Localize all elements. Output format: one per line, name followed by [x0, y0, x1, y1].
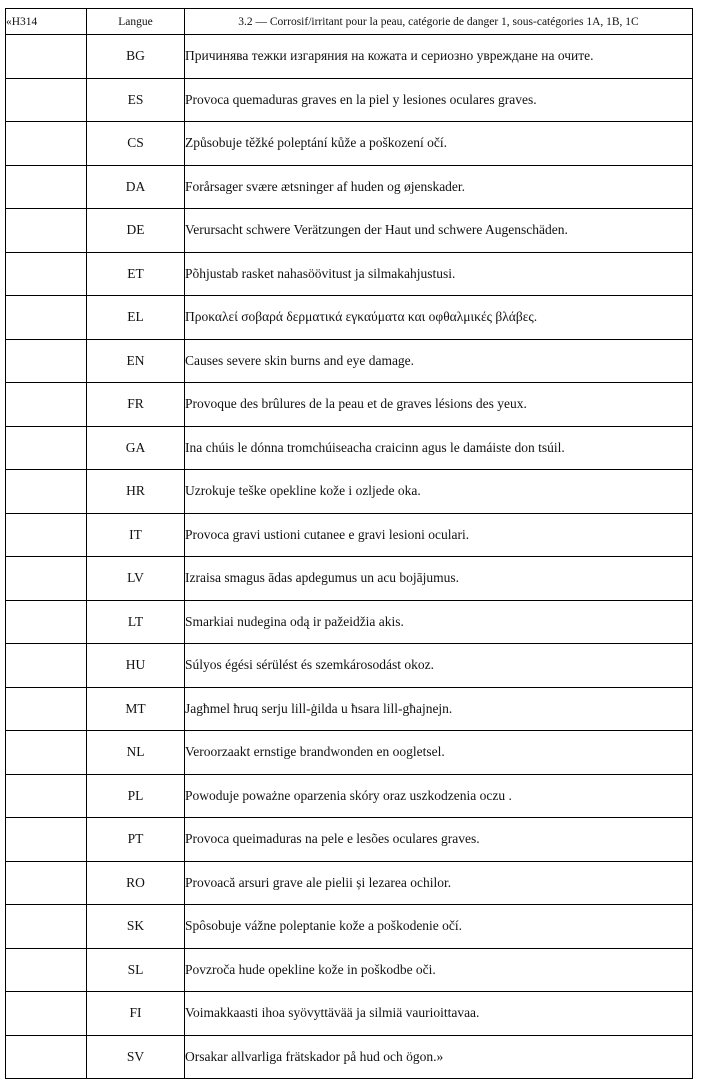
- hazard-code-cell: [6, 774, 87, 818]
- statement-text-cell: Powoduje poważne oparzenia skóry oraz uszkodzenia oczu .: [185, 774, 693, 818]
- table-body: [6, 35, 693, 1079]
- table-row: [6, 470, 693, 514]
- table-row: [6, 992, 693, 1036]
- language-code-cell: ET: [87, 252, 185, 296]
- language-code-cell: MT: [87, 687, 185, 731]
- hazard-code-cell: [6, 731, 87, 775]
- hazard-code-cell: [6, 426, 87, 470]
- statement-text-cell: Uzrokuje teške opekline kože i ozljede oka.: [185, 470, 693, 514]
- statement-text-cell: Povzroča hude opekline kože in poškodbe oči.: [185, 948, 693, 992]
- table-row: [6, 296, 693, 340]
- language-code-cell: DA: [87, 165, 185, 209]
- language-code-cell: RO: [87, 861, 185, 905]
- language-code-cell: NL: [87, 731, 185, 775]
- language-code-cell: PL: [87, 774, 185, 818]
- table-row: [6, 426, 693, 470]
- statement-text-cell: Jagħmel ħruq serju lill-ġilda u ħsara lill-għajnejn.: [185, 687, 693, 731]
- language-code-cell: EL: [87, 296, 185, 340]
- hazard-code-cell: [6, 600, 87, 644]
- table-row: [6, 818, 693, 862]
- language-code-cell: CS: [87, 122, 185, 166]
- table-row: [6, 78, 693, 122]
- table-row: [6, 644, 693, 688]
- statement-text-cell: Súlyos égési sérülést és szemkárosodást okoz.: [185, 644, 693, 688]
- hazard-code-cell: [6, 992, 87, 1036]
- hazard-code-cell: [6, 35, 87, 79]
- hazard-code-cell: [6, 513, 87, 557]
- statement-text-cell: Põhjustab rasket nahasöövitust ja silmakahjustusi.: [185, 252, 693, 296]
- statement-text-cell: Spôsobuje vážne poleptanie kože a poškodenie očí.: [185, 905, 693, 949]
- table-row: [6, 35, 693, 79]
- language-code-cell: LV: [87, 557, 185, 601]
- language-code-cell: HR: [87, 470, 185, 514]
- language-code-cell: DE: [87, 209, 185, 253]
- language-code-cell: EN: [87, 339, 185, 383]
- table-row: [6, 861, 693, 905]
- hazard-class-header: 3.2 — Corrosif/irritant pour la peau, catégorie de danger 1, sous-catégories 1A, 1B, 1C: [185, 9, 693, 35]
- language-code-cell: BG: [87, 35, 185, 79]
- hazard-code-cell: [6, 905, 87, 949]
- hazard-code-cell: [6, 296, 87, 340]
- language-column-header: Langue: [87, 9, 185, 35]
- hazard-code-cell: [6, 165, 87, 209]
- table-row: [6, 122, 693, 166]
- statement-text-cell: Provoca gravi ustioni cutanee e gravi lesioni oculari.: [185, 513, 693, 557]
- statement-text-cell: Προκαλεί σοβαρά δερματικά εγκαύματα και οφθαλμικές βλάβες.: [185, 296, 693, 340]
- hazard-code-cell: [6, 818, 87, 862]
- language-code-cell: IT: [87, 513, 185, 557]
- statement-text-cell: Причинява тежки изгаряния на кожата и сериозно увреждане на очите.: [185, 35, 693, 79]
- statement-text-cell: Veroorzaakt ernstige brandwonden en oogletsel.: [185, 731, 693, 775]
- hazard-code-cell: [6, 383, 87, 427]
- statement-text-cell: Provoacă arsuri grave ale pielii și lezarea ochilor.: [185, 861, 693, 905]
- hazard-statement-table: [5, 8, 693, 1079]
- table-row: [6, 1035, 693, 1079]
- statement-text-cell: Causes severe skin burns and eye damage.: [185, 339, 693, 383]
- statement-text-cell: Forårsager svære ætsninger af huden og øjenskader.: [185, 165, 693, 209]
- hazard-code-cell: [6, 470, 87, 514]
- hazard-code-cell: [6, 557, 87, 601]
- table-row: [6, 948, 693, 992]
- table-row: [6, 252, 693, 296]
- table-row: [6, 165, 693, 209]
- statement-text-cell: Ina chúis le dónna tromchúiseacha craicinn agus le damáiste don tsúil.: [185, 426, 693, 470]
- statement-text-cell: Voimakkaasti ihoa syövyttävää ja silmiä vaurioittavaa.: [185, 992, 693, 1036]
- language-code-cell: HU: [87, 644, 185, 688]
- hazard-code-cell: [6, 861, 87, 905]
- language-code-cell: SV: [87, 1035, 185, 1079]
- language-code-cell: FR: [87, 383, 185, 427]
- hazard-code-cell: [6, 948, 87, 992]
- language-code-cell: LT: [87, 600, 185, 644]
- hazard-code-cell: [6, 78, 87, 122]
- statement-text-cell: Smarkiai nudegina odą ir pažeidžia akis.: [185, 600, 693, 644]
- statement-text-cell: Provoca quemaduras graves en la piel y lesiones oculares graves.: [185, 78, 693, 122]
- statement-text-cell: Verursacht schwere Verätzungen der Haut und schwere Augenschäden.: [185, 209, 693, 253]
- table-header-row: [6, 9, 693, 35]
- table-row: [6, 209, 693, 253]
- statement-text-cell: Orsakar allvarliga frätskador på hud och ögon.»: [185, 1035, 693, 1079]
- hazard-code-cell: [6, 644, 87, 688]
- table-row: [6, 687, 693, 731]
- language-code-cell: SL: [87, 948, 185, 992]
- table-row: [6, 600, 693, 644]
- table-row: [6, 731, 693, 775]
- table-row: [6, 339, 693, 383]
- hazard-code-cell: [6, 252, 87, 296]
- table-row: [6, 513, 693, 557]
- hazard-code-cell: [6, 209, 87, 253]
- hazard-code-cell: [6, 122, 87, 166]
- hazard-code-header: «H314: [6, 9, 87, 35]
- table-row: [6, 905, 693, 949]
- table-row: [6, 557, 693, 601]
- statement-text-cell: Způsobuje těžké poleptání kůže a poškození očí.: [185, 122, 693, 166]
- hazard-code-cell: [6, 1035, 87, 1079]
- table-row: [6, 383, 693, 427]
- table-row: [6, 774, 693, 818]
- language-code-cell: ES: [87, 78, 185, 122]
- statement-text-cell: Provoca queimaduras na pele e lesões oculares graves.: [185, 818, 693, 862]
- statement-text-cell: Izraisa smagus ādas apdegumus un acu bojājumus.: [185, 557, 693, 601]
- hazard-code-cell: [6, 339, 87, 383]
- hazard-code-cell: [6, 687, 87, 731]
- language-code-cell: GA: [87, 426, 185, 470]
- language-code-cell: PT: [87, 818, 185, 862]
- language-code-cell: SK: [87, 905, 185, 949]
- statement-text-cell: Provoque des brûlures de la peau et de graves lésions des yeux.: [185, 383, 693, 427]
- language-code-cell: FI: [87, 992, 185, 1036]
